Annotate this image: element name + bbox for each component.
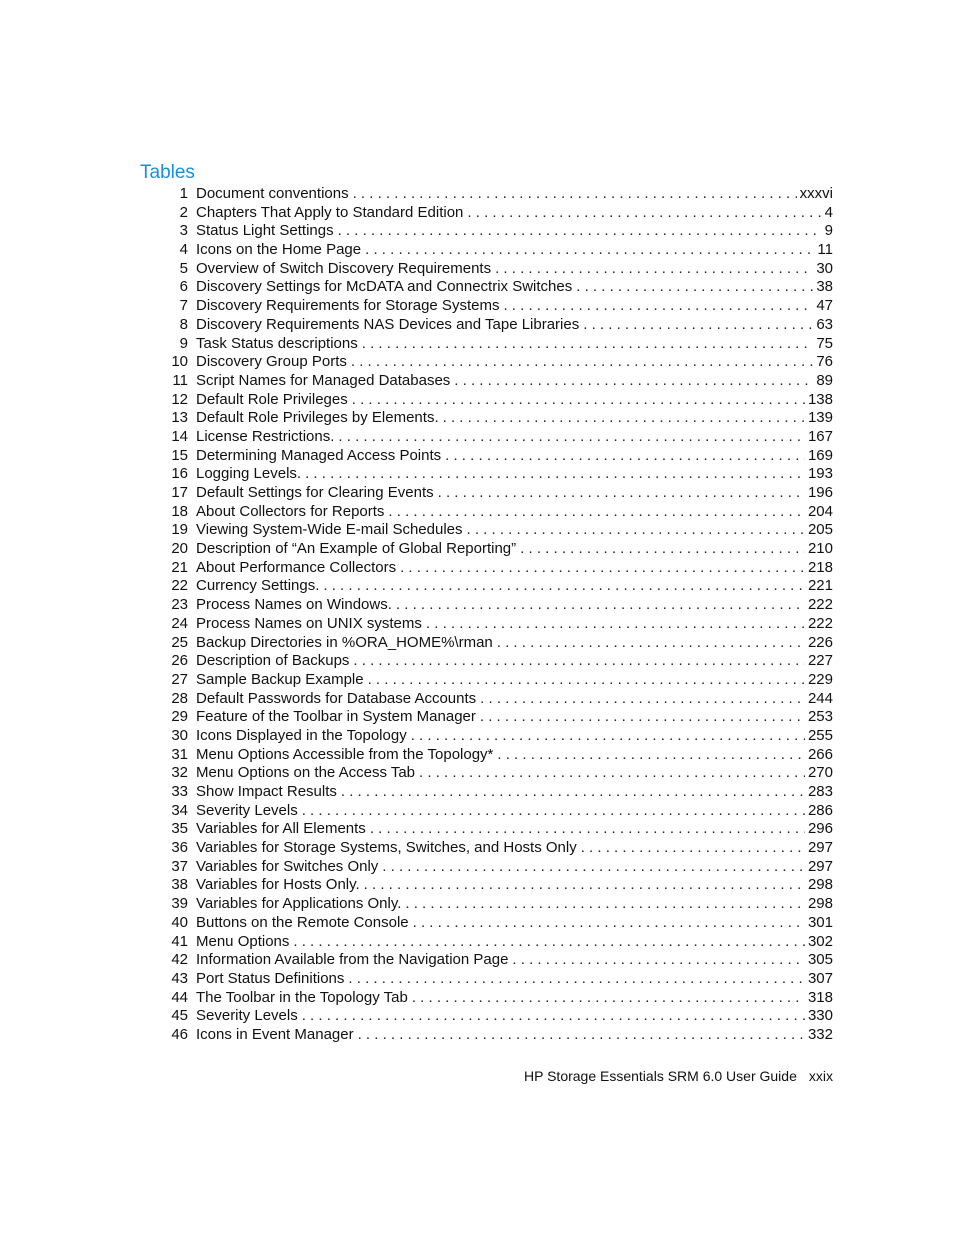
dot-leader [413,914,805,933]
entry-number: 24 [171,614,188,632]
entry-number: 15 [171,446,188,464]
dot-leader [370,820,805,839]
entry-title: Description of Backups [196,652,350,670]
dot-leader [338,428,805,447]
entry-page: 205 [807,521,833,539]
entry-page: 255 [807,726,833,744]
table-entry[interactable] [164,970,833,989]
dot-leader [480,708,805,727]
entry-page: 305 [807,951,833,969]
table-entry[interactable] [164,185,833,204]
entry-page: 307 [807,969,833,987]
entry-number: 7 [179,297,188,315]
entry-page: 226 [807,633,833,651]
table-entry[interactable] [164,708,833,727]
entry-page: 76 [816,353,833,371]
entry-number: 35 [171,820,188,838]
entry-title: The Toolbar in the Topology Tab [196,988,408,1006]
entry-number: 43 [171,969,188,987]
entry-title: Logging Levels. [196,465,302,483]
table-entry[interactable] [164,391,833,410]
dot-leader [353,185,797,204]
table-entry[interactable] [164,260,833,279]
table-entry[interactable] [164,989,833,1008]
entry-page: 222 [807,596,833,614]
entry-title: Status Light Settings [196,222,334,240]
table-entry[interactable] [164,335,833,354]
dot-leader [305,465,805,484]
dot-leader [480,690,805,709]
dot-leader [348,970,805,989]
entry-number: 12 [171,390,188,408]
entry-number: 9 [179,334,188,352]
table-entry[interactable] [164,951,833,970]
dot-leader [411,727,805,746]
dot-leader [353,652,805,671]
table-entry[interactable] [164,671,833,690]
table-entry[interactable] [164,876,833,895]
dot-leader [512,951,805,970]
entry-title: Buttons on the Remote Console [196,913,409,931]
entry-number: 38 [171,876,188,894]
table-entry[interactable] [164,839,833,858]
entry-number: 13 [171,409,188,427]
entry-number: 33 [171,783,188,800]
entry-number: 39 [171,895,188,913]
table-entry[interactable] [164,746,833,765]
entry-page: 11 [817,241,833,259]
table-entry[interactable] [164,727,833,746]
entry-page: 283 [807,783,833,800]
dot-leader [445,447,805,466]
dot-leader [412,989,805,1008]
entry-number: 41 [171,932,188,950]
table-entry[interactable] [164,895,833,914]
table-entry[interactable] [164,447,833,466]
table-entry[interactable] [164,484,833,503]
entry-title: Discovery Requirements for Storage Systems [196,297,500,315]
dot-leader [438,484,805,503]
entry-title: Script Names for Managed Databases [196,371,451,389]
entry-title: Icons in Event Manager [196,1025,354,1043]
entry-number: 36 [171,839,188,857]
entry-number: 4 [179,241,188,259]
entry-title: Document conventions [196,185,349,202]
dot-leader [454,372,813,391]
entry-title: Port Status Definitions [196,969,345,987]
entry-page: 270 [807,764,833,782]
entry-title: Menu Options on the Access Tab [196,764,416,782]
entry-title: Menu Options Accessible from the Topology* [196,745,494,763]
entry-title: Process Names on UNIX systems [196,614,422,632]
table-entry[interactable] [164,577,833,596]
entry-number: 20 [171,540,188,558]
table-entry[interactable] [164,596,833,615]
entry-number: 34 [171,801,188,819]
entry-title: Discovery Group Ports [196,353,347,371]
entry-page: 244 [807,689,833,707]
table-entry[interactable] [164,858,833,877]
dot-leader [368,671,805,690]
entry-number: 37 [171,857,188,875]
entry-number: 21 [171,558,188,576]
entry-page: 139 [807,409,833,427]
entry-page: 222 [807,614,833,632]
dot-leader [581,839,805,858]
dot-leader [358,1026,805,1045]
entry-page: 196 [807,484,833,501]
entry-number: 28 [171,689,188,707]
dot-leader [362,335,814,354]
table-entry[interactable] [164,1007,833,1026]
table-entry[interactable] [164,222,833,241]
entry-title: Default Role Privileges [196,390,348,408]
table-entry[interactable] [164,297,833,316]
entry-page: 297 [807,857,833,875]
section-title: Tables [140,162,195,183]
table-entry[interactable] [164,409,833,428]
dot-leader [520,540,805,559]
entry-page: 301 [807,913,833,931]
entry-title: Variables for All Elements [196,820,366,838]
dot-leader [426,615,805,634]
table-entry[interactable] [164,559,833,578]
entry-page: 204 [807,502,833,520]
dot-leader [364,876,805,895]
entry-number: 25 [171,633,188,651]
entry-page: 89 [816,371,833,389]
entry-page: 30 [816,259,833,277]
entry-number: 8 [179,315,188,333]
entry-page: 4 [824,203,833,221]
entry-title: Discovery Settings for McDATA and Connectrix Switches [196,278,573,296]
entry-title: About Performance Collectors [196,558,397,576]
dot-leader [495,260,813,279]
table-entry[interactable] [164,615,833,634]
entry-page: 138 [807,390,833,408]
dot-leader [583,316,813,335]
table-entry[interactable] [164,353,833,372]
entry-title: License Restrictions. [196,427,335,445]
entry-number: 19 [171,521,188,539]
entry-number: 22 [171,577,188,595]
entry-title: Default Role Privileges by Elements. [196,409,439,427]
entry-number: 46 [171,1025,188,1043]
table-entry[interactable] [164,278,833,297]
dot-leader [497,634,805,653]
entry-number: 10 [171,353,188,371]
entry-page: 298 [807,876,833,894]
entry-page: 286 [807,801,833,819]
table-entry[interactable] [164,933,833,952]
entry-number: 45 [171,1007,188,1025]
dot-leader [443,409,805,428]
entry-number: 31 [171,745,188,763]
entry-number: 16 [171,465,188,483]
entry-page: 193 [807,465,833,483]
entry-page: 330 [807,1007,833,1025]
entry-page: 229 [807,670,833,688]
entry-number: 6 [179,278,188,296]
entry-title: Backup Directories in %ORA_HOME%\rman [196,633,493,651]
entry-page: 227 [807,652,833,670]
entry-number: 18 [171,502,188,520]
entry-number: 5 [179,259,188,277]
dot-leader [396,596,805,615]
entry-title: Severity Levels [196,801,298,819]
entry-page: 167 [807,427,833,445]
entry-title: Determining Managed Access Points [196,446,442,464]
table-entry[interactable] [164,783,833,802]
dot-leader [302,802,805,821]
entry-number: 29 [171,708,188,726]
entry-page: 9 [824,222,833,240]
dot-leader [352,391,805,410]
entry-title: Show Impact Results [196,783,337,800]
entry-title: Default Passwords for Database Accounts [196,689,477,707]
entry-title: Task Status descriptions [196,334,358,352]
entry-page: 210 [807,540,833,558]
table-entry[interactable] [164,634,833,653]
dot-leader [400,559,805,578]
dot-leader [467,204,821,223]
entry-page: 297 [807,839,833,857]
entry-number: 30 [171,726,188,744]
entry-title: Variables for Applications Only. [196,895,402,913]
entry-title: Viewing System-Wide E-mail Schedules [196,521,463,539]
table-entry[interactable] [164,428,833,447]
table-entry[interactable] [164,540,833,559]
dot-leader [497,746,805,765]
entry-title: Menu Options [196,932,290,950]
entry-page: 75 [816,334,833,352]
table-entry[interactable] [164,204,833,223]
entry-title: Process Names on Windows. [196,596,392,614]
dot-leader [365,241,814,260]
entry-page: 266 [807,745,833,763]
entry-title: Variables for Hosts Only. [196,876,360,894]
dot-leader [293,933,805,952]
footer-page-number: xxix [808,1068,833,1084]
entry-number: 32 [171,764,188,782]
table-entry[interactable] [164,690,833,709]
dot-leader [576,278,813,297]
entry-title: Severity Levels [196,1007,298,1025]
entry-page: 218 [807,558,833,576]
entry-title: Currency Settings. [196,577,320,595]
entry-title: Feature of the Toolbar in System Manager [196,708,476,726]
table-entry[interactable] [164,652,833,671]
entry-title: Variables for Switches Only [196,857,379,875]
table-entry[interactable] [164,241,833,260]
entry-page: 332 [807,1025,833,1043]
entry-number: 11 [172,371,188,389]
entry-page: xxxvi [799,185,833,202]
table-entry[interactable] [164,764,833,783]
entry-number: 26 [171,652,188,670]
tables-list [164,185,833,1045]
entry-page: 253 [807,708,833,726]
dot-leader [341,783,805,802]
entry-page: 47 [816,297,833,315]
entry-title: Overview of Switch Discovery Requirements [196,259,492,277]
table-entry[interactable] [164,820,833,839]
entry-number: 42 [171,951,188,969]
entry-number: 1 [179,185,188,202]
entry-page: 296 [807,820,833,838]
dot-leader [338,222,822,241]
page-footer [440,1066,833,1086]
entry-page: 63 [816,315,833,333]
footer-guide-title: HP Storage Essentials SRM 6.0 User Guide [524,1068,797,1084]
entry-title: Discovery Requirements NAS Devices and Tape Libraries [196,315,580,333]
table-entry[interactable] [164,521,833,540]
entry-title: Icons on the Home Page [196,241,362,259]
entry-number: 3 [179,222,188,240]
dot-leader [382,858,805,877]
entry-title: Icons Displayed in the Topology [196,726,407,744]
entry-page: 38 [816,278,833,296]
entry-page: 298 [807,895,833,913]
table-entry[interactable] [164,316,833,335]
entry-page: 221 [807,577,833,595]
entry-title: Information Available from the Navigation Page [196,951,509,969]
table-entry[interactable] [164,372,833,391]
entry-number: 2 [179,203,188,221]
entry-number: 44 [171,988,188,1006]
dot-leader [419,764,805,783]
dot-leader [503,297,813,316]
entry-number: 40 [171,913,188,931]
entry-title: About Collectors for Reports [196,502,385,520]
entry-page: 169 [807,446,833,464]
entry-number: 27 [171,670,188,688]
entry-number: 17 [171,484,188,501]
dot-leader [467,521,805,540]
dot-leader [405,895,805,914]
entry-title: Variables for Storage Systems, Switches, and Hosts Only [196,839,577,857]
entry-title: Description of “An Example of Global Reporting” [196,540,517,558]
dot-leader [302,1007,805,1026]
entry-title: Chapters That Apply to Standard Edition [196,203,464,221]
table-entry[interactable] [164,1026,833,1045]
entry-number: 14 [171,427,188,445]
table-entry[interactable] [164,802,833,821]
table-entry[interactable] [164,465,833,484]
dot-leader [351,353,813,372]
table-entry[interactable] [164,503,833,522]
entry-page: 318 [807,988,833,1006]
entry-page: 302 [807,932,833,950]
entry-title: Default Settings for Clearing Events [196,484,434,501]
entry-number: 23 [171,596,188,614]
entry-title: Sample Backup Example [196,670,364,688]
dot-leader [323,577,805,596]
table-entry[interactable] [164,914,833,933]
dot-leader [388,503,805,522]
